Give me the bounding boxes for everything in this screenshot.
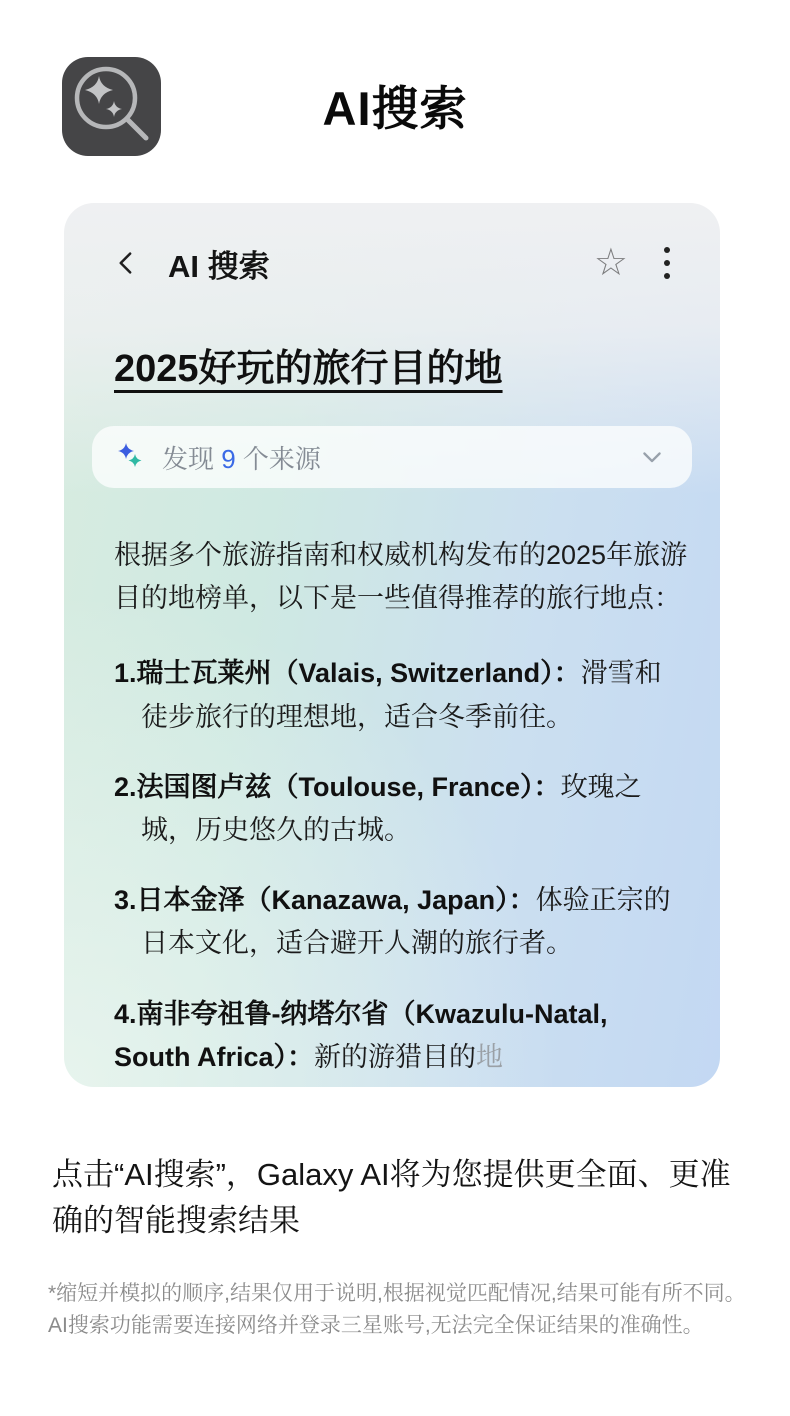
destination-item-2 bbox=[114, 766, 688, 852]
app-nav-bar bbox=[64, 203, 720, 285]
destination-name: 2.法国图卢兹（Toulouse, France）： bbox=[114, 771, 561, 802]
destination-item-4 bbox=[114, 993, 688, 1079]
footnote-text: *缩短并模拟的顺序,结果仅用于说明,根据视觉匹配情况,结果可能有所不同。AI搜索功能需要连接网络并登录三星账号,无法完全保证结果的准确性。 bbox=[48, 1282, 746, 1337]
destination-name: 3.日本金泽（Kanazawa, Japan）： bbox=[114, 885, 536, 916]
destination-desc: 玫瑰之城，历史悠久的古城。 bbox=[141, 771, 642, 845]
sources-bar[interactable] bbox=[92, 426, 692, 488]
feature-title: AI搜索 bbox=[322, 82, 468, 135]
generating-text: 地 bbox=[476, 1041, 504, 1072]
destination-desc: 滑雪和徒步旅行的理想地，适合冬季前往。 bbox=[141, 658, 662, 732]
ai-search-app-icon bbox=[62, 57, 161, 156]
ai-answer-body bbox=[114, 534, 688, 1079]
star-icon: ☆ bbox=[593, 242, 628, 284]
chevron-down-icon bbox=[638, 443, 666, 471]
destination-item-1 bbox=[114, 652, 688, 738]
back-button[interactable] bbox=[110, 246, 144, 280]
sparkle-icon bbox=[114, 440, 148, 474]
destination-name: 4.南非夸祖鲁-纳塔尔省（Kwazulu-Natal, South Africa）： bbox=[114, 998, 608, 1072]
phone-screenshot-card bbox=[64, 203, 720, 1087]
chevron-left-icon bbox=[112, 248, 142, 278]
magnifier-sparkles-icon bbox=[62, 57, 161, 156]
destination-item-3 bbox=[114, 879, 688, 965]
sources-count-text: 发现 9 个来源 bbox=[162, 443, 321, 474]
app-nav-title: AI 搜索 bbox=[168, 248, 270, 284]
more-vertical-icon bbox=[664, 247, 670, 253]
destination-desc: 体验正宗的日本文化，适合避开人潮的旅行者。 bbox=[141, 885, 671, 959]
sources-count: 9 bbox=[221, 443, 236, 474]
caption-text: 点击“AI搜索”，Galaxy AI将为您提供更全面、更准确的智能搜索结果 bbox=[52, 1157, 731, 1238]
search-query-title: 2025好玩的旅行目的地 bbox=[114, 348, 503, 390]
more-options-button[interactable] bbox=[658, 243, 676, 283]
answer-intro: 根据多个旅游指南和权威机构发布的2025年旅游目的地榜单，以下是一些值得推荐的旅行地点： bbox=[114, 540, 688, 614]
destination-desc: 新的游猎目的 bbox=[314, 1041, 477, 1072]
feature-header bbox=[0, 0, 790, 203]
favorite-button[interactable] bbox=[594, 244, 628, 282]
destination-name: 1.瑞士瓦莱州（Valais, Switzerland）： bbox=[114, 658, 581, 689]
nav-actions bbox=[594, 243, 676, 283]
